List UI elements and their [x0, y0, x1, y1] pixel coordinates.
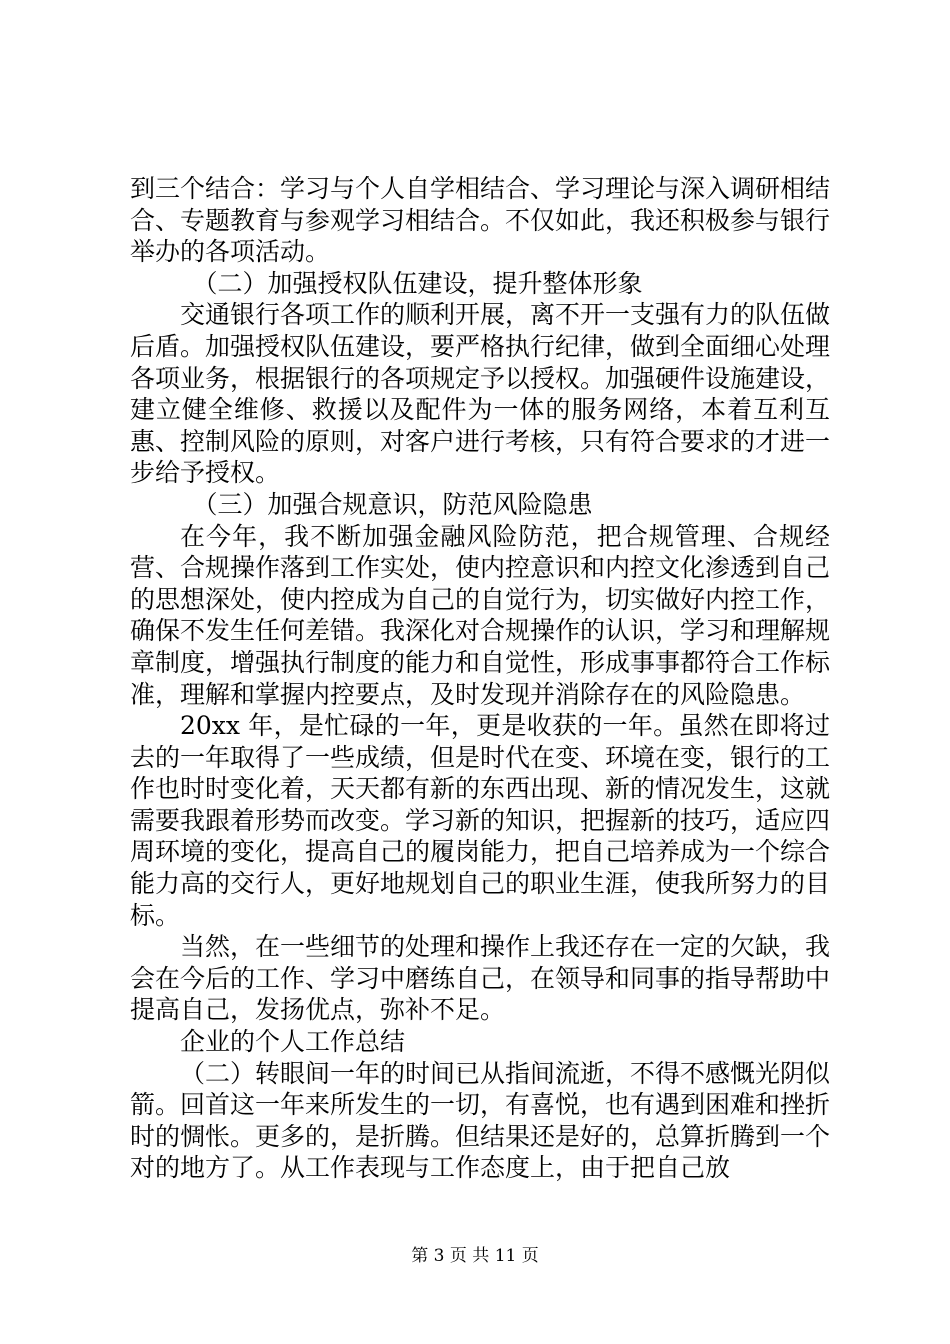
page-footer: 第 3 页 共 11 页 — [411, 1246, 539, 1266]
paragraph-team-building: 交通银行各项工作的顺利开展，离不开一支强有力的队伍做后盾。加强授权队伍建设，要严格执行纪律，做到全面细心处理各项业务，根据银行的各项规定予以授权。加强硬件设施建设，建立健全维修、救援以及配件为一体的服务网络，本着互利互惠、控制风险的原则，对客户进行考核，只有符合要求的才进一步给予授权。 — [130, 300, 831, 488]
section-heading-2: （二）加强授权队伍建设，提升整体形象 — [192, 268, 643, 298]
paragraph-shortcomings: 当然，在一些细节的处理和操作上我还存在一定的欠缺，我会在今后的工作、学习中磨练自己，在领导和同事的指导帮助中提高自己，发扬优点，弥补不足。 — [130, 932, 831, 1025]
paragraph-year-summary: 20xx 年，是忙碌的一年，更是收获的一年。虽然在即将过去的一年取得了一些成绩，但是时代在变、环境在变，银行的工作也时时变化着，天天都有新的东西出现、新的情况发生，这就需要我跟着形势而改变。学习新的知识，把握新的技巧，适应四周环境的变化，提高自己的履岗能力，把自己培养成为一个综合能力高的交行人，更好地规划自己的职业生涯，使我所努力的目标。 — [130, 711, 831, 930]
paragraph-compliance: 在今年，我不断加强金融风险防范，把合规管理、合规经营、合规操作落到工作实处，使内控意识和内控文化渗透到自己的思想深处，使内控成为自己的自觉行为，切实做好内控工作，确保不发生任何差错。我深化对合规操作的认识，学习和理解规章制度，增强执行制度的能力和自觉性，形成事事都符合工作标准，理解和掌握内控要点，及时发现并消除存在的风险隐患。 — [130, 521, 831, 709]
paragraph-second-summary: （二）转眼间一年的时间已从指间流逝，不得不感慨光阴似箭。回首这一年来所发生的一切，有喜悦，也有遇到困难和挫折时的惆怅。更多的，是折腾。但结果还是好的，总算折腾到一个对的地方了。从工作表现与工作态度上，由于把自己放 — [130, 1058, 831, 1183]
section-heading-3: （三）加强合规意识，防范风险隐患 — [192, 489, 593, 519]
document-body — [130, 173, 830, 1184]
paragraph-continuation: 到三个结合：学习与个人自学相结合、学习理论与深入调研相结合、专题教育与参观学习相结合。不仅如此，我还积极参与银行举办的各项活动。 — [130, 174, 831, 267]
paragraph-title-line: 企业的个人工作总结 — [180, 1027, 406, 1057]
